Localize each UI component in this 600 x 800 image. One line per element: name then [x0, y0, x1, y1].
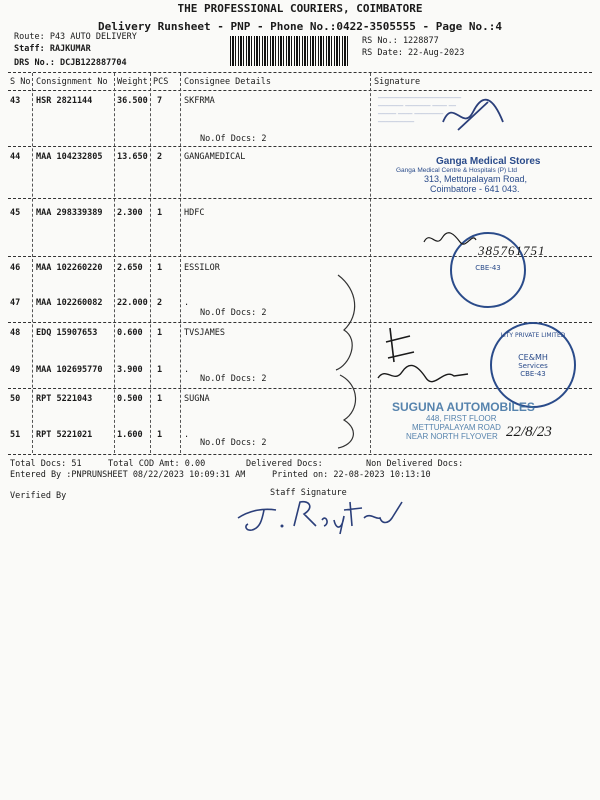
row-consignment: MAA 104232805 [36, 152, 103, 162]
row-sno: 48 [10, 328, 21, 338]
date-handwritten: 22/8/23 [506, 424, 552, 440]
row-docs: No.Of Docs: 2 [200, 134, 267, 144]
company-title: THE PROFESSIONAL COURIERS, COIMBATORE [177, 2, 423, 15]
total-cod: Total COD Amt: 0.00 [108, 459, 206, 469]
row-consignee: GANGAMEDICAL [184, 152, 246, 162]
drs-number: DRS No.: DCJB122887704 [14, 58, 127, 68]
row-consignment: RPT 5221043 [36, 394, 93, 404]
row-sno: 51 [10, 430, 21, 440]
row-weight: 22.000 [117, 298, 148, 308]
row-consignee: ESSILOR [184, 263, 220, 273]
row-consignee: . [184, 298, 190, 308]
col-header-consignee: Consignee Details [184, 77, 271, 87]
row-pcs: 1 [157, 328, 163, 338]
row-consignment: MAA 102260220 [36, 263, 103, 273]
col-divider [114, 73, 115, 453]
hdfc-phone: 385761751 [478, 243, 546, 258]
signature-row49 [374, 362, 474, 386]
row-pcs: 2 [157, 298, 163, 308]
row-weight: 2.650 [117, 263, 143, 273]
suguna-stamp [392, 400, 592, 441]
col-header-consignment: Consignment No [36, 77, 108, 87]
row-pcs: 1 [157, 430, 163, 440]
row-weight: 0.600 [117, 328, 143, 338]
row-pcs: 2 [157, 152, 163, 162]
col-header-sno: S No [10, 77, 31, 87]
essilor-stamp: CBE-43 [450, 232, 526, 308]
row-rule [8, 146, 592, 147]
row-weight: 3.900 [117, 365, 143, 375]
row-consignment: EDQ 15907653 [36, 328, 98, 338]
row-pcs: 1 [157, 394, 163, 404]
col-header-signature: Signature [374, 77, 421, 87]
row-consignee: . [184, 430, 190, 440]
signature-row45 [420, 228, 480, 250]
suguna-line3: NEAR NORTH FLYOVER [406, 432, 498, 441]
row-weight: 36.500 [117, 96, 148, 106]
row-consignment: MAA 102695770 [36, 365, 103, 375]
rs-number: RS No.: 1228877 [362, 36, 439, 46]
suguna-name: SUGUNA AUTOMOBILES [392, 400, 535, 414]
row-docs: No.Of Docs: 2 [200, 308, 267, 318]
row-pcs: 1 [157, 365, 163, 375]
row-sno: 45 [10, 208, 21, 218]
col-header-weight: Weight [117, 77, 148, 87]
staff-label: Staff: RAJKUMAR [14, 44, 91, 54]
staff-signature-label: Staff Signature [270, 488, 347, 498]
delivered-docs: Delivered Docs: [246, 459, 323, 469]
suguna-line2: METTUPALAYAM ROAD [412, 423, 501, 432]
signature-row43 [438, 92, 508, 138]
table-bottom-rule [8, 454, 592, 455]
row-consignment: MAA 102260082 [36, 298, 103, 308]
table-header-rule [8, 90, 592, 91]
table-top-rule [8, 72, 592, 73]
row-sno: 44 [10, 152, 21, 162]
row-pcs: 1 [157, 208, 163, 218]
col-divider [32, 73, 33, 453]
non-delivered-docs: Non Delivered Docs: [366, 459, 464, 469]
total-docs: Total Docs: 51 [10, 459, 82, 469]
row-docs: No.Of Docs: 2 [200, 374, 267, 384]
verified-by: Verified By [10, 491, 67, 501]
row-consignment: MAA 298339389 [36, 208, 103, 218]
ganga-line3: Coimbatore - 641 043. [430, 184, 520, 194]
row-rule [8, 322, 592, 323]
row-docs: No.Of Docs: 2 [200, 438, 267, 448]
row-consignee: . [184, 365, 190, 375]
row-sno: 46 [10, 263, 21, 273]
ganga-line2: 313, Mettupalayam Road, [424, 174, 528, 184]
row-consignee: SUGNA [184, 394, 210, 404]
rs-date: RS Date: 22-Aug-2023 [362, 48, 465, 58]
col-divider [150, 73, 151, 453]
row-consignee: HDFC [184, 208, 205, 218]
row-consignee: SKFRMA [184, 96, 215, 106]
row-sno: 47 [10, 298, 21, 308]
barcode [230, 36, 350, 66]
ganga-stamp [396, 156, 586, 194]
row-pcs: 1 [157, 263, 163, 273]
row-consignee: TVSJAMES [184, 328, 225, 338]
printed-on: Printed on: 22-08-2023 10:13:10 [272, 470, 431, 480]
tvs-stamp: LITY PRIVATE LIMITED CE&MH Services CBE-43 [490, 322, 576, 408]
row-weight: 1.600 [117, 430, 143, 440]
row-sno: 49 [10, 365, 21, 375]
entered-by: Entered By :PNPRUNSHEET 08/22/2023 10:09:31 AM [10, 470, 246, 480]
row-weight: 13.650 [117, 152, 148, 162]
row-pcs: 7 [157, 96, 163, 106]
col-divider [180, 73, 181, 453]
row-weight: 0.500 [117, 394, 143, 404]
bracket-marks [330, 270, 370, 450]
route-label: Route: P43 AUTO DELIVERY [14, 32, 137, 42]
ganga-name: Ganga Medical Stores [436, 156, 541, 167]
col-header-pcs: PCS [153, 77, 169, 87]
row-sno: 50 [10, 394, 21, 404]
row-consignment: RPT 5221021 [36, 430, 93, 440]
staff-signature [230, 496, 420, 536]
ganga-line1: Ganga Medical Centre & Hospitals (P) Ltd [396, 167, 518, 174]
skfrma-faint-stamp: ─────────────────────── ─────── ─────── ──── ── ───── ──── ──────── ────────── [378, 95, 462, 126]
row-consignment: HSR 2821144 [36, 96, 93, 106]
col-divider [370, 73, 371, 453]
suguna-line1: 448, FIRST FLOOR [426, 414, 497, 423]
row-weight: 2.300 [117, 208, 143, 218]
row-rule [8, 198, 592, 199]
row-sno: 43 [10, 96, 21, 106]
runsheet-subtitle: Delivery Runsheet - PNP - Phone No.:0422-3505555 - Page No.:4 [98, 20, 502, 33]
